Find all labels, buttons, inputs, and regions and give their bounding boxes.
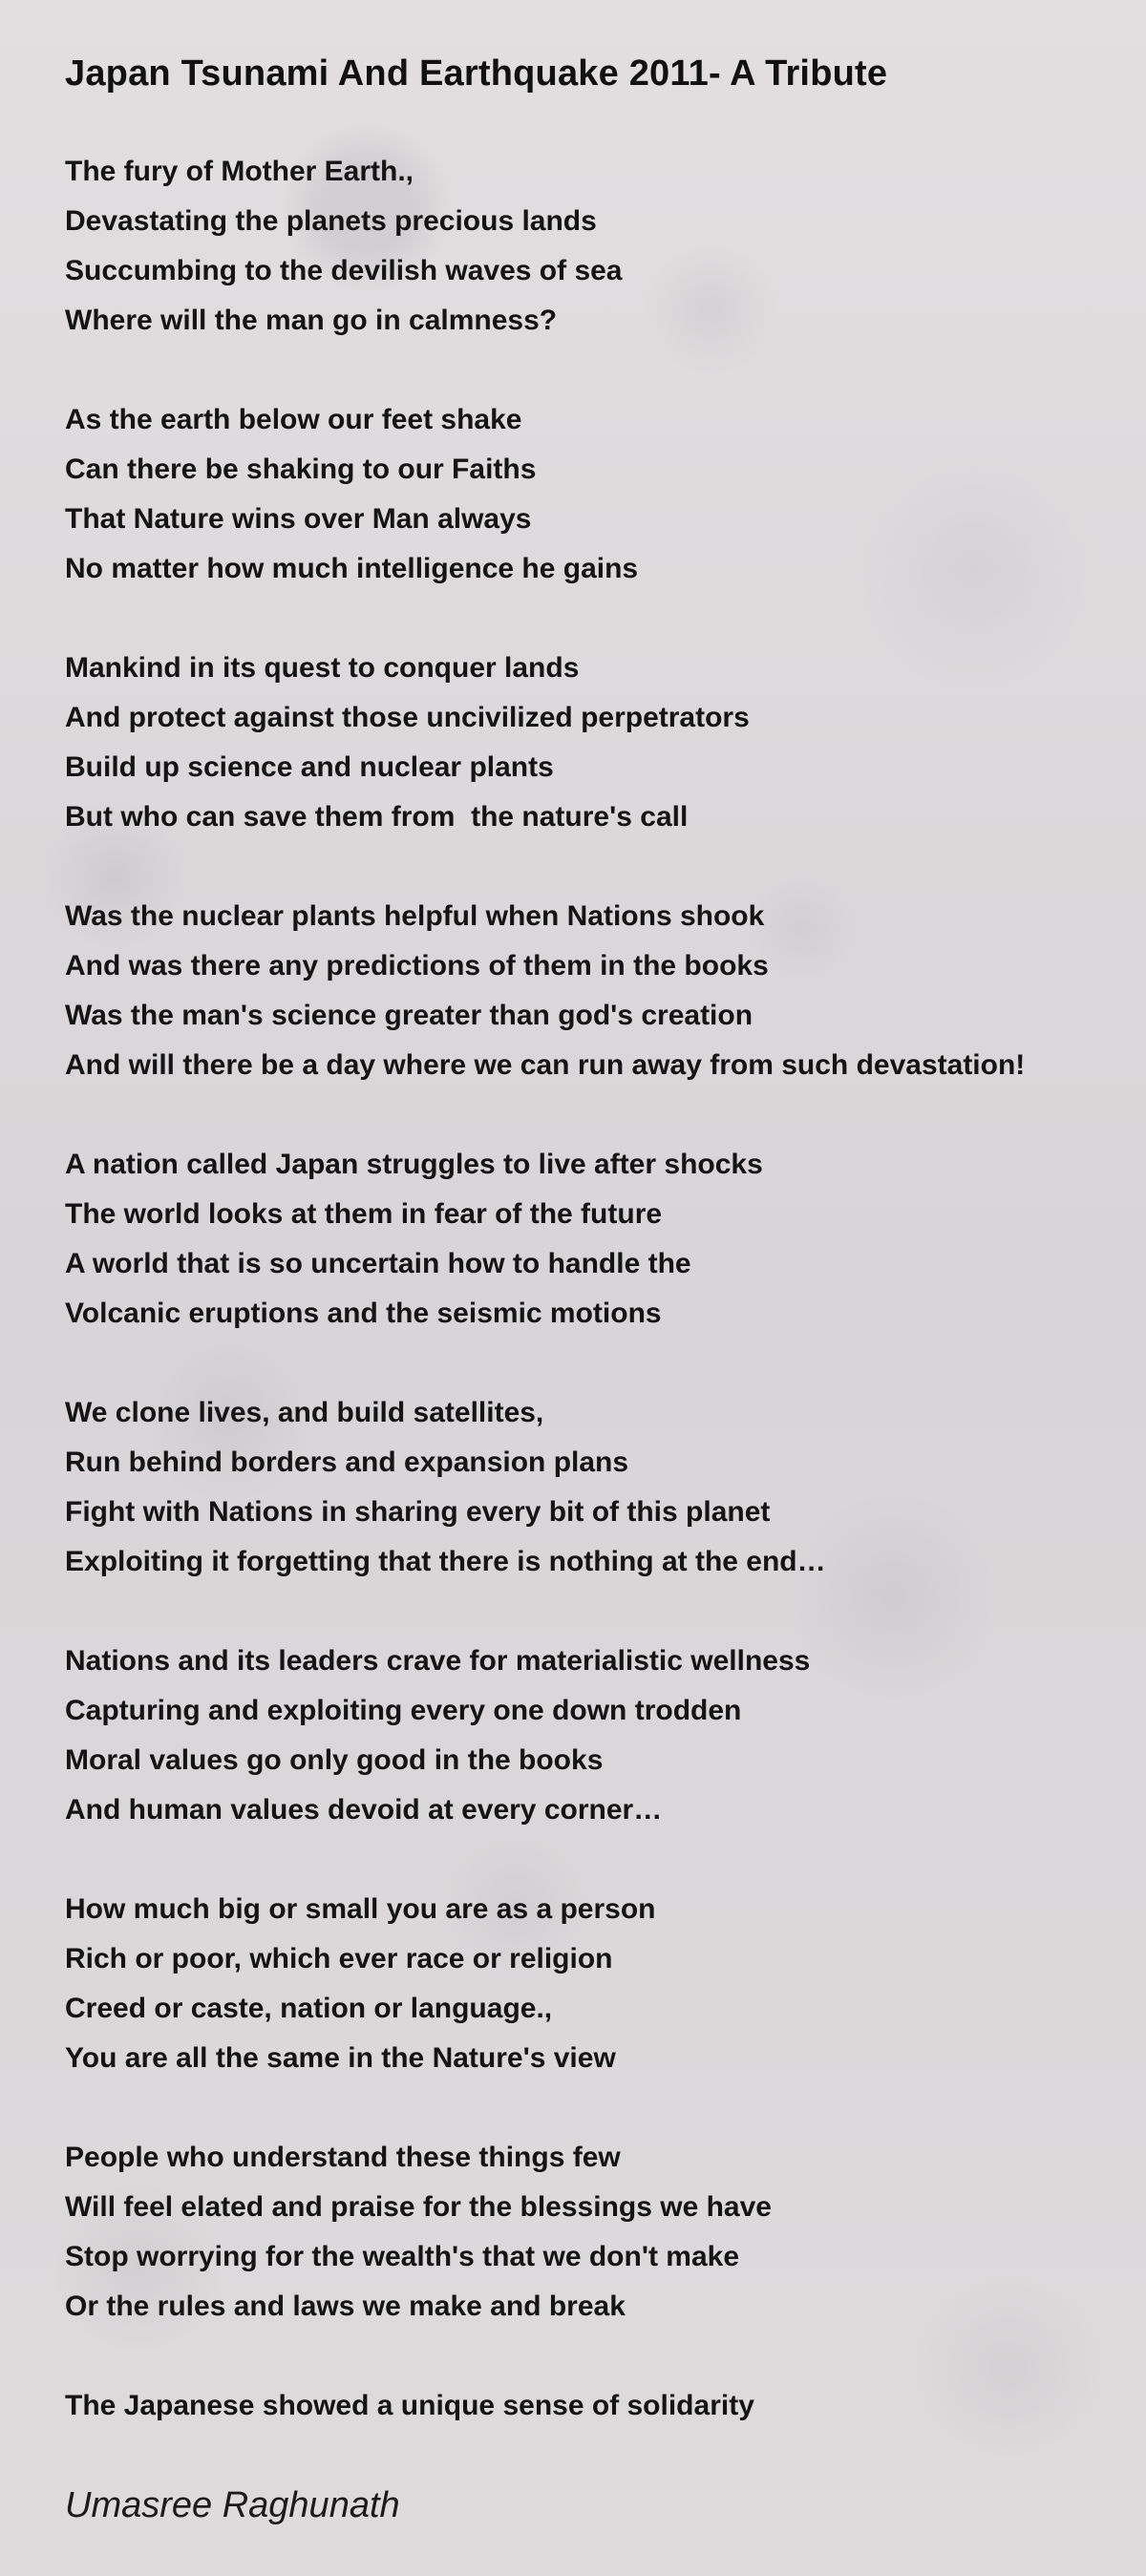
stanza [65,1388,1115,1587]
poem-line: And protect against those uncivilized perpetrators [65,702,750,733]
stanza [65,2133,1115,2332]
poem-line: A world that is so uncertain how to handle the [65,1248,691,1279]
stanza [65,1140,1115,1339]
poem-line: Or the rules and laws we make and break [65,2291,626,2322]
poem-line: Can there be shaking to our Faiths [65,454,537,485]
poem-line: Nations and its leaders crave for materialistic wellness [65,1645,811,1677]
poem-body [65,147,1115,2431]
stanza [65,644,1115,842]
poem-line: Exploiting it forgetting that there is nothing at the end… [65,1546,826,1577]
poem-line: Will feel elated and praise for the blessings we have [65,2191,772,2223]
poem-line: Rich or poor, which ever race or religion [65,1943,613,1974]
poem-line: And was there any predictions of them in the books [65,950,769,982]
poem-line: But who can save them from the nature's call [65,801,689,833]
poem-line: Where will the man go in calmness? [65,305,558,336]
poem-line: Mankind in its quest to conquer lands [65,652,580,684]
poem-line: That Nature wins over Man always [65,503,532,535]
poem-line: Build up science and nuclear plants [65,751,554,783]
poem-line: Stop worrying for the wealth's that we don't make [65,2241,740,2272]
stanza [65,395,1115,594]
stanza [65,2381,1115,2431]
poem-line: Volcanic eruptions and the seismic motions [65,1298,662,1329]
poem-line: Was the man's science greater than god's creation [65,1000,753,1031]
stanza [65,147,1115,346]
poem-line: Succumbing to the devilish waves of sea [65,255,623,286]
poem-line: The Japanese showed a unique sense of solidarity [65,2390,754,2421]
poem-container [65,50,1115,2530]
poem-line: People who understand these things few [65,2142,621,2173]
stanza [65,1636,1115,1835]
poem-line: Moral values go only good in the books [65,1744,604,1776]
poem-line: Run behind borders and expansion plans [65,1446,629,1478]
poem-line: Creed or caste, nation or language., [65,1993,553,2024]
poem-line: No matter how much intelligence he gains [65,553,639,584]
poem-author: Umasree Raghunath [65,2485,400,2525]
poem-line: The world looks at them in fear of the future [65,1198,663,1230]
stanza [65,1885,1115,2083]
poem-line: Devastating the planets precious lands [65,205,597,237]
poem-line: Fight with Nations in sharing every bit of this planet [65,1496,771,1528]
poem-line: And will there be a day where we can run away from such devastation! [65,1049,1026,1081]
poem-title: Japan Tsunami And Earthquake 2011- A Tribute [65,53,888,94]
poem-line: How much big or small you are as a person [65,1893,656,1925]
poem-line: As the earth below our feet shake [65,404,522,435]
poem-line: Capturing and exploiting every one down trodden [65,1695,742,1726]
poem-line: Was the nuclear plants helpful when Nations shook [65,900,765,932]
stanza [65,892,1115,1090]
poem-line: A nation called Japan struggles to live after shocks [65,1149,763,1180]
poem-line: The fury of Mother Earth., [65,156,414,187]
poem-line: You are all the same in the Nature's view [65,2042,616,2074]
poem-line: And human values devoid at every corner… [65,1794,663,1826]
poem-line: We clone lives, and build satellites, [65,1397,544,1428]
